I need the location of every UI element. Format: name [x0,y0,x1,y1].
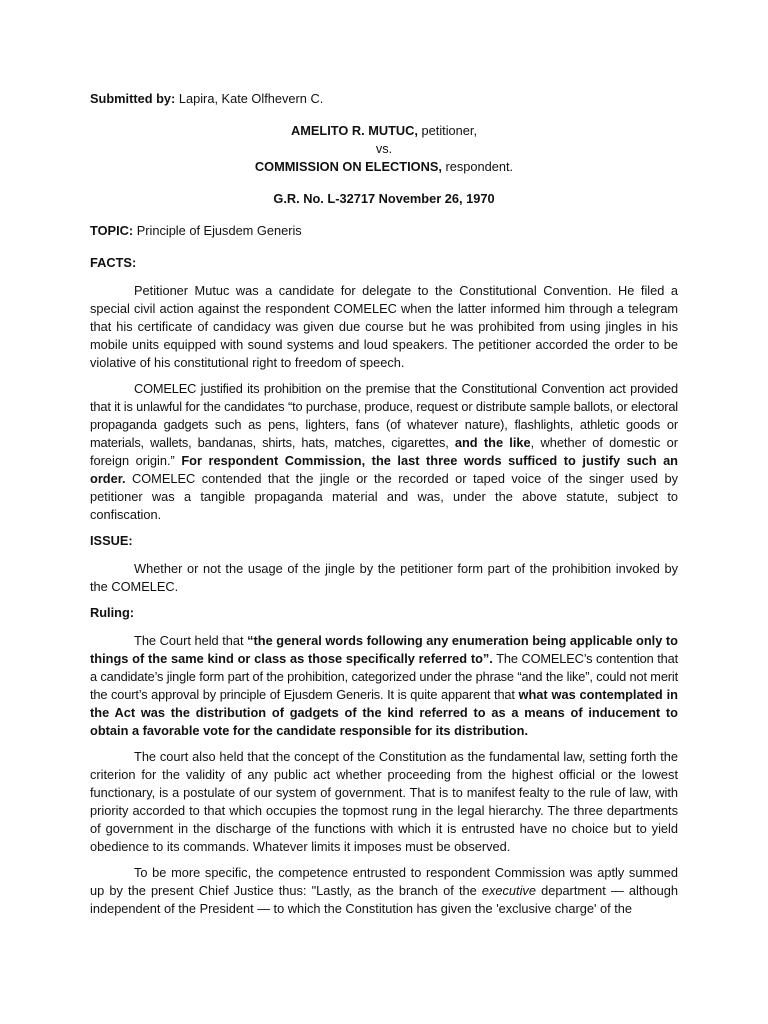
petitioner-line [90,122,678,140]
respondent-role: respondent. [441,159,514,174]
facts-p2-emphasis-words: For respondent Commission, the last three words sufficed to justify such an order. [90,453,678,486]
topic-value: Principle of Ejusdem Generis [133,223,302,238]
ruling-p1-emphasis: what was contemplated in the Act was the distribution of gadgets of the kind referred to as a means of inducement to obtain a favorable vote for the candidate responsible for its distribution. [90,687,678,738]
ruling-p3-text-a: To be more specific, the competence entrusted to respondent Commission was aptly summed up by the present Chief Justice thus: "Lastly, as the branch of the [90,865,678,898]
ruling-heading: Ruling: [90,605,135,620]
facts-p2-text-a: COMELEC justified its prohibition on the premise that the Constitutional Convention act provided that it is unlawful for the candidates “to purchase, produce, request or distribute sample ballots, or electoral propaganda gadgets such as pens, lighters, fans (of whatever nature), flashlights, athletic goods or materials, wallets, bandanas, shirts, hats, matches, cigarettes, [90,381,678,450]
ruling-paragraph-1 [90,632,678,740]
ruling-p3-italic: executive [481,883,536,898]
submitted-by-value: Lapira, Kate Olfhevern C. [175,91,324,106]
ruling-p1-text-a: The Court held that [134,633,248,648]
gr-number: G.R. No. L-32717 November 26, 1970 [273,191,495,206]
respondent-name: COMMISSION ON ELECTIONS, [254,159,442,174]
ruling-p3-text-c: department — although independent of the President — to which the Constitution has given the 'exclusive charge' of the [90,883,678,916]
respondent-line [90,158,678,176]
ruling-p1-text-c: The COMELEC’s contention that a candidate’s jingle form part of the prohibition, categorized under the phrase “and the like”, could not merit the court’s approval by principle of Ejusdem Generis. It is quite apparent that [90,651,678,702]
facts-paragraph-1: Petitioner Mutuc was a candidate for delegate to the Constitutional Convention. He filed a special civil action against the respondent COMELEC when the latter informed him through a telegram that his certificate of candidacy was given due course but he was prohibited from using jingles in his mobile units equipped with sound systems and loud speakers. The petitioner accorded the order to be violative of his constitutional right to freedom of speech. [90,283,678,370]
facts-heading: FACTS: [90,255,137,270]
ruling-paragraph-2: The court also held that the concept of the Constitution as the fundamental law, setting forth the criterion for the validity of any public act whether proceeding from the highest official or the lowest functionary, is a postulate of our system of government. That is to manifest fealty to the rule of law, with priority accorded to that which occupies the topmost rung in the legal hierarchy. The three departments of government in the discharge of the functions with which it is entrusted have no choice but to yield obedience to its commands. Whatever limits it imposes must be observed. [90,749,678,854]
versus: vs. [375,141,393,156]
topic-label: TOPIC: [90,223,134,238]
facts-p2-text-e: COMELEC contended that the jingle or the recorded or taped voice of the singer used by petitioner was a tangible propaganda material and was, under the above statute, subject to confiscation. [90,471,678,522]
document-page [90,90,678,926]
petitioner-name: AMELITO R. MUTUC, [290,123,418,138]
facts-p2-text-c: , whether of domestic or foreign origin.” [90,435,678,468]
issue-paragraph: Whether or not the usage of the jingle by the petitioner form part of the prohibition invoked by the COMELEC. [90,561,678,594]
facts-paragraph-2 [90,380,678,524]
submitted-by-label: Submitted by: [90,91,176,106]
facts-p2-emphasis-like: and the like [448,435,531,450]
issue-heading: ISSUE: [90,533,133,548]
ruling-p1-quote: “the general words following any enumeration being applicable only to things of the same kind or class as those specifically referred to”. [90,633,678,666]
case-caption [90,122,678,176]
petitioner-role: petitioner, [417,123,478,138]
submitted-by-line [90,90,678,108]
ruling-paragraph-3 [90,864,678,918]
topic-line [90,222,678,240]
